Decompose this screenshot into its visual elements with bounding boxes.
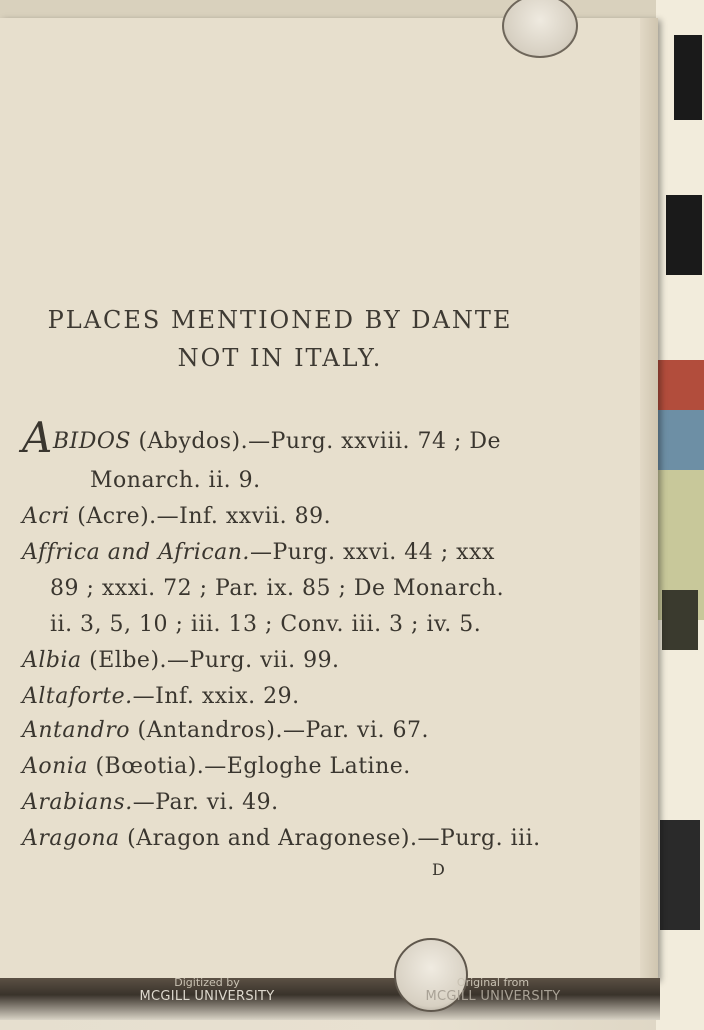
entry-text: (Elbe).—Purg. vii. 99. <box>81 648 340 673</box>
print-block <box>666 195 702 275</box>
place-name: Albia <box>22 648 82 673</box>
entry-continuation: ii. 3, 5, 10 ; iii. 13 ; Conv. iii. 3 ; iv. 5. <box>50 612 482 637</box>
watermark-caption: Digitized by <box>174 976 240 989</box>
place-name: Affrica and African. <box>22 540 250 565</box>
entry-line <box>22 504 562 529</box>
place-name: BIDOS <box>52 429 131 454</box>
entry-line <box>22 413 562 462</box>
place-name: Arabians. <box>22 790 133 815</box>
watermark-institution: MCGILL UNIVERSITY <box>139 989 275 1004</box>
entry-continuation: Monarch. ii. 9. <box>90 468 261 493</box>
entry-line <box>22 718 562 743</box>
entry-line <box>22 684 562 709</box>
print-block <box>674 35 702 120</box>
place-name: Acri <box>22 504 70 529</box>
entry-text: (Abydos).—Purg. xxviii. 74 ; De <box>130 429 502 454</box>
page-edge <box>640 18 658 980</box>
watermark-caption: Original from <box>456 976 530 989</box>
heading-line-2: NOT IN ITALY. <box>177 344 383 372</box>
entry-line <box>22 648 562 673</box>
entry-text: (Bœotia).—Egloghe Latine. <box>87 754 411 779</box>
place-name: Aonia <box>22 754 88 779</box>
entry-line <box>22 826 562 851</box>
print-block <box>660 820 700 930</box>
place-name: Aragona <box>22 826 120 851</box>
entry-line <box>22 754 562 779</box>
watermark-digitized <box>132 976 282 1004</box>
watermark-original <box>418 976 568 1004</box>
place-name: Antandro <box>22 718 131 743</box>
entry-text: —Purg. xxvi. 44 ; xxx <box>249 540 495 565</box>
place-name: Altaforte. <box>22 684 133 709</box>
entry-text: —Par. vi. 49. <box>132 790 279 815</box>
entry-text: (Antandros).—Par. vi. 67. <box>130 718 429 743</box>
entry-text: (Aragon and Aragonese).—Purg. iii. <box>119 826 541 851</box>
entry-line <box>22 790 562 815</box>
drop-cap: A <box>22 413 53 462</box>
entry-text: (Acre).—Inf. xxvii. 89. <box>69 504 332 529</box>
heading-line-1: PLACES MENTIONED BY DANTE <box>47 306 513 334</box>
entry-continuation: 89 ; xxxi. 72 ; Par. ix. 85 ; De Monarch. <box>50 576 505 601</box>
illustration-fragment <box>656 360 704 410</box>
print-block <box>662 590 698 650</box>
entry-text: —Inf. xxix. 29. <box>132 684 300 709</box>
watermark-institution: MCGILL UNIVERSITY <box>425 989 561 1004</box>
illustration-fragment <box>656 410 704 470</box>
signature-mark: D <box>432 860 445 879</box>
adjacent-page-margin <box>656 0 704 1030</box>
entry-line <box>22 540 562 565</box>
